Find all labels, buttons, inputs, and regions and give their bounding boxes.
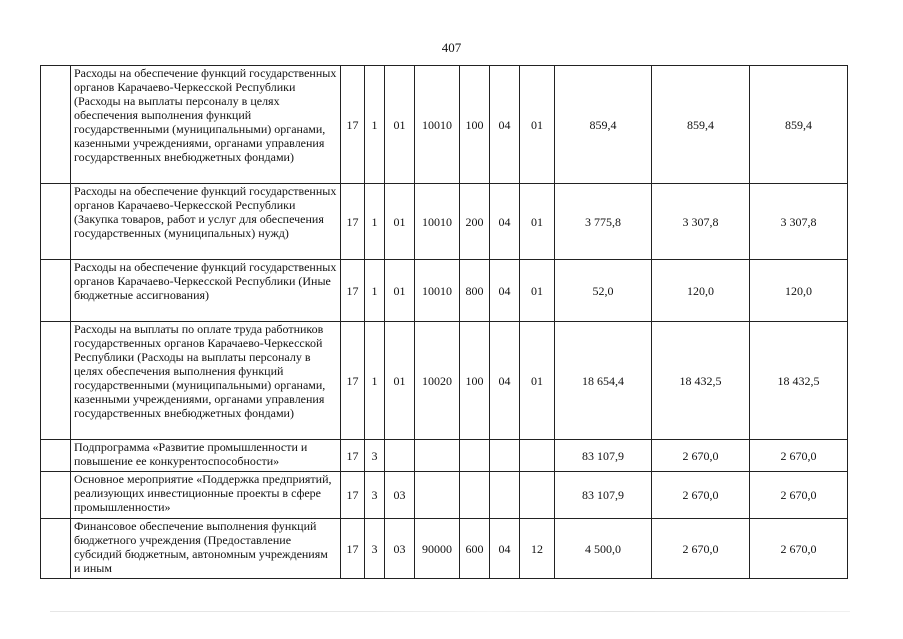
code-cell: 1 [365, 184, 385, 260]
amount-cell: 859,4 [652, 66, 750, 184]
description-cell: Подпрограмма «Развитие промышленности и повышение ее конкурентоспособности» [71, 440, 341, 472]
table-row [41, 440, 848, 472]
code-cell: 1 [365, 322, 385, 440]
row-marker-cell [41, 322, 71, 440]
description-cell: Основное мероприятие «Поддержка предприятий, реализующих инвестиционные проекты в сфере промышленности» [71, 472, 341, 519]
row-marker-cell [41, 260, 71, 322]
amount-cell: 4 500,0 [555, 519, 652, 579]
table-row [41, 66, 848, 184]
code-cell: 3 [365, 519, 385, 579]
code-cell [385, 440, 415, 472]
code-cell: 800 [460, 260, 490, 322]
amount-cell: 120,0 [652, 260, 750, 322]
amount-cell: 3 307,8 [652, 184, 750, 260]
row-marker-cell [41, 440, 71, 472]
amount-cell: 120,0 [750, 260, 848, 322]
description-cell: Расходы на обеспечение функций государственных органов Карачаево-Черкесской Республики (Закупка товаров, работ и услуг для обеспечения государственных (муниципальных) нужд) [71, 184, 341, 260]
code-cell: 01 [385, 66, 415, 184]
code-cell: 17 [341, 184, 365, 260]
amount-cell: 859,4 [555, 66, 652, 184]
code-cell: 17 [341, 472, 365, 519]
budget-table [40, 65, 848, 579]
code-cell: 03 [385, 472, 415, 519]
code-cell [415, 440, 460, 472]
code-cell: 03 [385, 519, 415, 579]
code-cell: 10020 [415, 322, 460, 440]
table-row [41, 472, 848, 519]
description-cell: Финансовое обеспечение выполнения функций бюджетного учреждения (Предоставление субсидий бюджетным, автономным учреждениям и иным [71, 519, 341, 579]
code-cell: 1 [365, 260, 385, 322]
amount-cell: 859,4 [750, 66, 848, 184]
code-cell: 17 [341, 66, 365, 184]
code-cell: 04 [490, 66, 520, 184]
description-cell: Расходы на выплаты по оплате труда работников государственных органов Карачаево-Черкесской Республики (Расходы на выплаты персоналу в целях обеспечения выполнения функций государственными (муниципальными) органами, казенными учреждениями, органами управления государственных внебюджетных фондами) [71, 322, 341, 440]
code-cell: 1 [365, 66, 385, 184]
scan-artifact-line [50, 611, 850, 612]
row-marker-cell [41, 519, 71, 579]
amount-cell: 52,0 [555, 260, 652, 322]
code-cell: 200 [460, 184, 490, 260]
code-cell: 04 [490, 519, 520, 579]
code-cell: 10010 [415, 260, 460, 322]
code-cell: 10010 [415, 66, 460, 184]
code-cell: 12 [520, 519, 555, 579]
code-cell: 01 [520, 322, 555, 440]
code-cell: 01 [385, 260, 415, 322]
description-cell: Расходы на обеспечение функций государственных органов Карачаево-Черкесской Республики (Иные бюджетные ассигнования) [71, 260, 341, 322]
code-cell: 3 [365, 472, 385, 519]
amount-cell: 2 670,0 [652, 519, 750, 579]
amount-cell: 18 654,4 [555, 322, 652, 440]
code-cell: 17 [341, 322, 365, 440]
amount-cell: 3 307,8 [750, 184, 848, 260]
code-cell: 100 [460, 322, 490, 440]
code-cell [460, 472, 490, 519]
code-cell: 17 [341, 519, 365, 579]
code-cell: 01 [520, 66, 555, 184]
code-cell [490, 440, 520, 472]
code-cell: 17 [341, 440, 365, 472]
code-cell: 100 [460, 66, 490, 184]
code-cell [520, 472, 555, 519]
code-cell: 04 [490, 184, 520, 260]
code-cell: 3 [365, 440, 385, 472]
code-cell: 04 [490, 260, 520, 322]
code-cell: 17 [341, 260, 365, 322]
amount-cell: 2 670,0 [750, 472, 848, 519]
amount-cell: 18 432,5 [750, 322, 848, 440]
amount-cell: 2 670,0 [750, 440, 848, 472]
row-marker-cell [41, 184, 71, 260]
budget-table-body [41, 66, 848, 579]
amount-cell: 83 107,9 [555, 472, 652, 519]
code-cell [415, 472, 460, 519]
row-marker-cell [41, 472, 71, 519]
code-cell: 600 [460, 519, 490, 579]
row-marker-cell [41, 66, 71, 184]
code-cell [490, 472, 520, 519]
code-cell: 01 [385, 322, 415, 440]
amount-cell: 2 670,0 [750, 519, 848, 579]
table-row [41, 322, 848, 440]
table-row [41, 519, 848, 579]
description-cell: Расходы на обеспечение функций государственных органов Карачаево-Черкесской Республики (Расходы на выплаты персоналу в целях обеспечения выполнения функций государственными (муниципальными) органами, казенными учреждениями, органами управления государственных внебюджетных фондами) [71, 66, 341, 184]
amount-cell: 2 670,0 [652, 472, 750, 519]
code-cell [460, 440, 490, 472]
table-row [41, 260, 848, 322]
code-cell: 90000 [415, 519, 460, 579]
amount-cell: 2 670,0 [652, 440, 750, 472]
amount-cell: 3 775,8 [555, 184, 652, 260]
code-cell: 04 [490, 322, 520, 440]
table-row [41, 184, 848, 260]
code-cell: 01 [520, 184, 555, 260]
code-cell: 01 [385, 184, 415, 260]
code-cell: 01 [520, 260, 555, 322]
page-number: 407 [441, 40, 462, 55]
code-cell [520, 440, 555, 472]
amount-cell: 83 107,9 [555, 440, 652, 472]
code-cell: 10010 [415, 184, 460, 260]
amount-cell: 18 432,5 [652, 322, 750, 440]
